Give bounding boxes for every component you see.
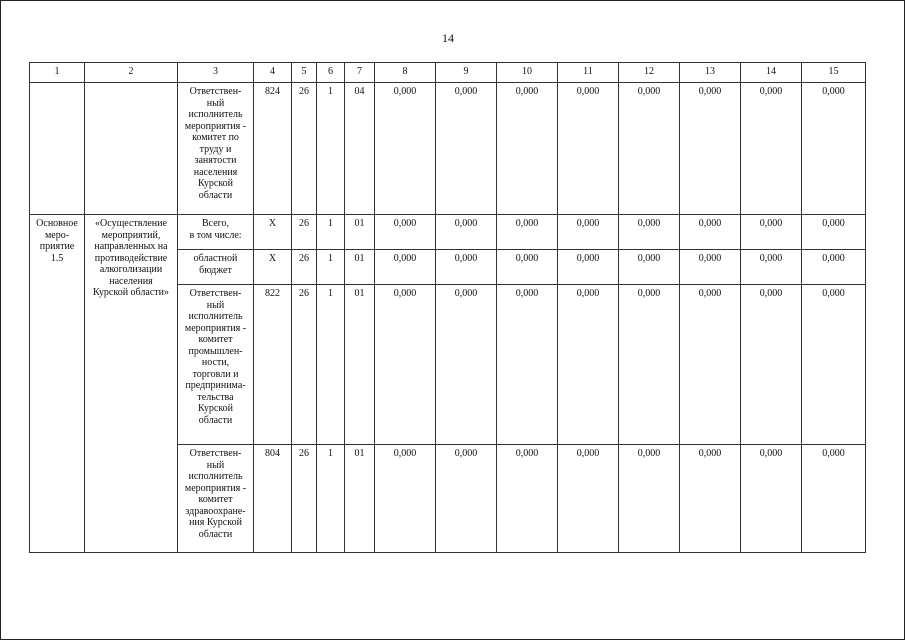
value-cell: 0,000 [680,83,741,215]
value-cell: 0,000 [375,250,436,285]
code-cell: 1 [317,215,345,250]
code-cell: 04 [345,83,375,215]
column-number: 13 [680,63,741,83]
code-cell: 26 [292,285,317,445]
code-cell: Х [254,250,292,285]
value-cell: 0,000 [619,250,680,285]
value-cell: 0,000 [436,215,497,250]
code-cell: 1 [317,250,345,285]
value-cell: 0,000 [375,83,436,215]
column-number-row [30,63,866,83]
table-row [30,215,866,250]
table-row [30,83,866,215]
value-cell: 0,000 [741,285,802,445]
value-cell: 0,000 [558,250,619,285]
event-name-cell: «Осуществление мероприятий, направленных на противодействие алкоголизации населения Курской области» [85,215,178,553]
column-number: 1 [30,63,85,83]
code-cell: 822 [254,285,292,445]
value-cell: 0,000 [375,445,436,553]
value-cell: 0,000 [558,445,619,553]
value-cell: 0,000 [619,215,680,250]
budget-table [29,62,866,553]
value-cell: 0,000 [558,83,619,215]
column-number: 9 [436,63,497,83]
column-number: 5 [292,63,317,83]
empty-cell [30,83,85,215]
code-cell: 1 [317,445,345,553]
value-cell: 0,000 [619,83,680,215]
code-cell: 804 [254,445,292,553]
code-cell: 26 [292,250,317,285]
code-cell: 01 [345,215,375,250]
value-cell: 0,000 [680,250,741,285]
value-cell: 0,000 [375,285,436,445]
responsible-cell: Всего, в том числе: [178,215,254,250]
value-cell: 0,000 [802,83,866,215]
value-cell: 0,000 [497,83,558,215]
value-cell: 0,000 [680,445,741,553]
value-cell: 0,000 [558,215,619,250]
column-number: 4 [254,63,292,83]
value-cell: 0,000 [802,250,866,285]
code-cell: 26 [292,83,317,215]
code-cell: 1 [317,285,345,445]
responsible-cell: областной бюджет [178,250,254,285]
responsible-cell: Ответствен- ный исполнитель мероприятия - комитет промышлен- ности, торговли и предпринима- тельства Курской области [178,285,254,445]
value-cell: 0,000 [497,215,558,250]
value-cell: 0,000 [741,83,802,215]
column-number: 12 [619,63,680,83]
column-number: 11 [558,63,619,83]
value-cell: 0,000 [375,215,436,250]
column-number: 10 [497,63,558,83]
value-cell: 0,000 [619,285,680,445]
value-cell: 0,000 [802,215,866,250]
column-number: 15 [802,63,866,83]
code-cell: 26 [292,445,317,553]
column-number: 14 [741,63,802,83]
code-cell: Х [254,215,292,250]
value-cell: 0,000 [619,445,680,553]
column-number: 2 [85,63,178,83]
page-number: 14 [442,31,454,45]
value-cell: 0,000 [802,445,866,553]
value-cell: 0,000 [741,445,802,553]
value-cell: 0,000 [436,285,497,445]
responsible-cell: Ответствен- ный исполнитель мероприятия - комитет здравоохране- ния Курской области [178,445,254,553]
value-cell: 0,000 [558,285,619,445]
column-number: 6 [317,63,345,83]
value-cell: 0,000 [436,83,497,215]
value-cell: 0,000 [680,285,741,445]
value-cell: 0,000 [741,215,802,250]
code-cell: 1 [317,83,345,215]
code-cell: 01 [345,445,375,553]
value-cell: 0,000 [802,285,866,445]
column-number: 3 [178,63,254,83]
value-cell: 0,000 [497,250,558,285]
value-cell: 0,000 [497,285,558,445]
responsible-cell: Ответствен- ный исполнитель мероприятия - комитет по труду и занятости населения Курской области [178,83,254,215]
value-cell: 0,000 [741,250,802,285]
value-cell: 0,000 [436,445,497,553]
value-cell: 0,000 [436,250,497,285]
code-cell: 824 [254,83,292,215]
empty-cell [85,83,178,215]
column-number: 7 [345,63,375,83]
value-cell: 0,000 [497,445,558,553]
code-cell: 01 [345,250,375,285]
column-number: 8 [375,63,436,83]
value-cell: 0,000 [680,215,741,250]
code-cell: 26 [292,215,317,250]
event-number-cell: Основное меро- приятие 1.5 [30,215,85,553]
code-cell: 01 [345,285,375,445]
